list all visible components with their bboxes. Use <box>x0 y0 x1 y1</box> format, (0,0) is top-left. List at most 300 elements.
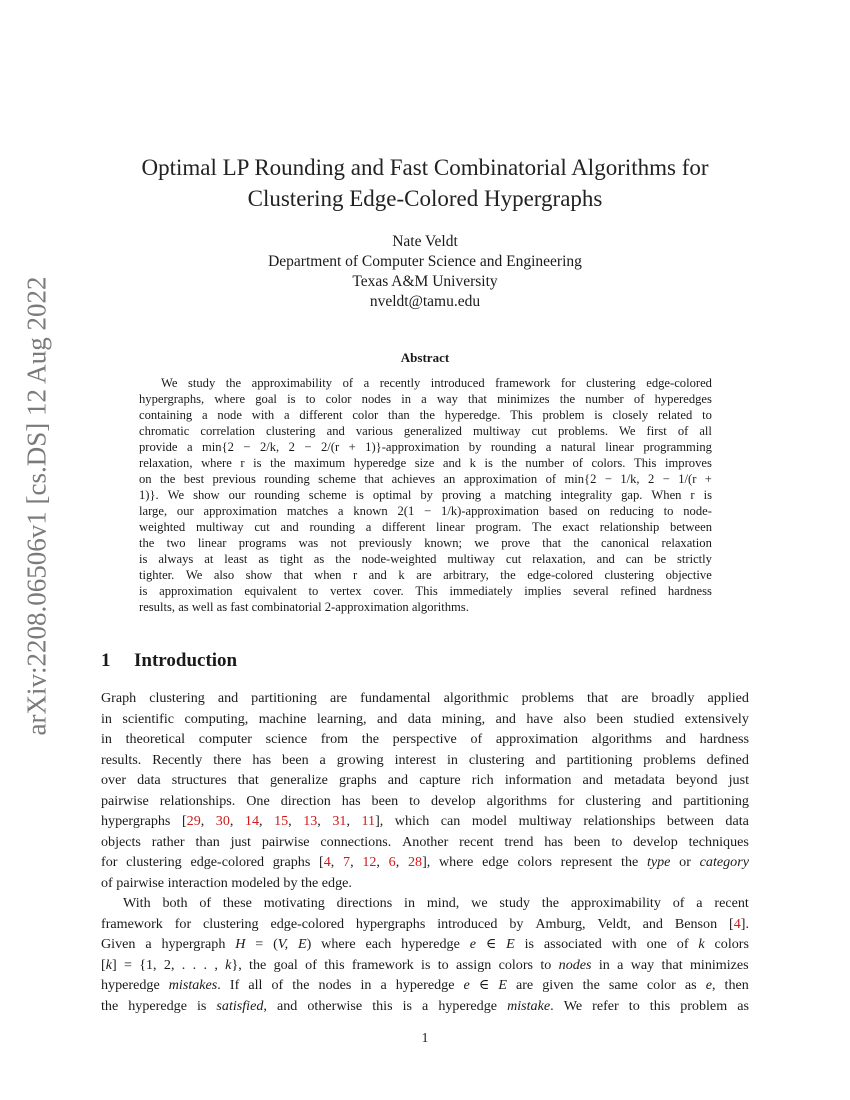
text-run: Another <box>402 833 449 850</box>
text-run: Amburg, <box>535 915 586 932</box>
text-run: , <box>200 813 205 829</box>
text-run: pairwise <box>261 833 310 850</box>
text-run: that <box>587 690 609 706</box>
text-run: of <box>470 731 483 747</box>
text-run: information <box>504 772 572 788</box>
text-run: where <box>439 854 474 870</box>
text-run: Veldt, <box>597 915 631 932</box>
intro-line <box>101 914 749 935</box>
author-university: Texas A&M University <box>352 273 498 290</box>
text-run: interaction <box>167 874 228 891</box>
text-run: colors <box>714 936 749 952</box>
text-run: [ <box>729 915 734 932</box>
text-run: for <box>557 792 575 809</box>
text-run: clustering <box>468 751 525 768</box>
text-run: hardness <box>699 731 749 747</box>
title-line: Optimal LP Rounding and Fast Combinatorial Algorithms for <box>141 155 709 180</box>
text-run: this <box>372 997 393 1014</box>
text-run: to <box>437 956 449 973</box>
citation-link[interactable]: 4 <box>323 854 331 870</box>
text-run: . <box>181 956 186 973</box>
intro-line <box>101 750 749 771</box>
abstract-line: provide a min{2 − 2/k, 2 − 2/(r + 1)}-approximation by rounding a natural linear programming <box>139 440 712 454</box>
text-run: rich <box>471 772 494 788</box>
text-run: these <box>222 895 252 911</box>
abstract-line: is always at least as tight as the node-weighted multiway cut relaxation, and can be strictly <box>139 552 712 566</box>
abstract-line: We study the approximability of a recently introduced framework for clustering edge-colored <box>161 376 712 390</box>
text-run: of <box>676 936 689 952</box>
text-run: , <box>395 854 400 870</box>
text-run: algorithms <box>591 731 652 747</box>
text-run: been <box>596 710 624 727</box>
citation-link[interactable]: 11 <box>361 813 376 829</box>
text-run: we <box>471 895 488 911</box>
intro-line <box>101 852 749 873</box>
arxiv-identifier-stamp: arXiv:2208.06506v1 [cs.DS] 12 Aug 2022 <box>21 276 52 736</box>
text-run: studied <box>633 710 675 727</box>
text-run: problem <box>680 997 728 1014</box>
text-run: as <box>737 997 749 1014</box>
abstract-line: is approximation equivalent to vertex cover. This immediately implies several refined hardness <box>139 584 712 598</box>
text-run: With <box>123 895 151 911</box>
text-run: . <box>203 956 208 973</box>
text-run: recent <box>714 895 749 911</box>
text-run: interest <box>394 751 437 768</box>
text-run: minimizes <box>689 956 749 973</box>
text-run: and <box>651 792 673 809</box>
abstract-heading: Abstract <box>400 350 450 365</box>
text-run: then <box>724 977 749 993</box>
text-run: directions <box>336 895 393 911</box>
text-run: framework <box>101 915 163 932</box>
text-run: same <box>608 977 638 993</box>
paper-title <box>100 152 750 214</box>
text-run: ]. <box>740 915 749 932</box>
italic-term: type <box>646 854 671 870</box>
text-run: hyperedge <box>101 977 160 993</box>
intro-line <box>101 688 749 709</box>
text-run: have <box>526 710 553 727</box>
text-run: applied <box>707 690 749 706</box>
text-run: Benson <box>674 915 718 932</box>
text-run: mining, <box>441 710 486 727</box>
italic-term: nodes <box>558 956 592 973</box>
text-run: hypergraphs <box>355 915 426 932</box>
text-run: that <box>237 772 259 788</box>
intro-line <box>101 709 749 730</box>
author-department: Department of Computer Science and Engineering <box>268 253 582 270</box>
text-run: than <box>195 833 220 850</box>
page-number: 1 <box>421 1030 429 1045</box>
text-run: relationships <box>583 813 656 829</box>
text-run: graphs <box>272 854 311 870</box>
italic-term: e <box>463 977 470 993</box>
text-run: in <box>404 895 415 911</box>
text-run: problems <box>521 690 575 706</box>
intro-line <box>101 934 749 955</box>
text-run: and <box>642 915 663 932</box>
italic-term: E <box>506 936 515 952</box>
text-run: given <box>542 977 574 993</box>
intro-line <box>101 770 749 791</box>
abstract-body <box>139 375 712 615</box>
text-run: refer <box>592 997 619 1014</box>
text-run: all <box>248 977 263 993</box>
text-run: in <box>101 710 112 727</box>
text-run: the <box>541 895 560 911</box>
text-run: metadata <box>614 772 665 788</box>
text-run: capture <box>419 772 461 788</box>
citation-link[interactable]: 4 <box>733 915 741 932</box>
text-run: hypergraphs <box>101 813 171 829</box>
text-run: algorithms <box>486 792 547 809</box>
text-run: there <box>213 751 242 768</box>
text-run: is <box>402 997 412 1014</box>
title-line: Clustering Edge-Colored Hypergraphs <box>247 186 603 211</box>
text-run: defined <box>706 751 749 768</box>
text-run: , <box>229 813 234 829</box>
intro-line <box>101 996 749 1017</box>
italic-term: mistakes <box>168 977 218 993</box>
text-run: is <box>421 956 431 973</box>
abstract-line: results, as well as fast combinatorial 2-approximation algorithms. <box>139 600 469 614</box>
text-run: in <box>101 731 112 747</box>
text-run: machine <box>258 710 307 727</box>
text-run: goal <box>273 956 298 973</box>
text-run: one <box>646 936 667 952</box>
citation-link[interactable]: 6 <box>388 854 396 870</box>
text-run: , <box>263 997 267 1014</box>
abstract-line: relaxation, where r is the maximum hyperedge size and k is the number of colors. This improves <box>139 456 712 470</box>
text-run: edge <box>482 854 509 870</box>
text-run: has <box>341 792 361 809</box>
text-run: way <box>630 956 655 973</box>
citation-link[interactable]: 29 <box>186 813 201 829</box>
text-run: Given <box>101 936 136 952</box>
citation-link[interactable]: 30 <box>215 813 230 829</box>
citation-link[interactable]: 15 <box>274 813 289 829</box>
text-run: pairwise <box>101 792 149 809</box>
text-run: mind, <box>426 895 460 911</box>
text-run: scientific <box>122 710 175 727</box>
text-run: problems <box>643 751 696 768</box>
text-run: perspective <box>392 731 457 747</box>
text-run: . <box>550 997 554 1014</box>
abstract-line: weighted multiway cut and rounding a different linear program. The exact relationship between <box>139 520 712 534</box>
italic-term: mistake <box>507 997 551 1014</box>
text-run: a <box>145 936 152 952</box>
text-run: a <box>422 997 429 1014</box>
text-run: connections. <box>320 833 392 850</box>
text-run: this <box>324 956 345 973</box>
italic-term: k <box>105 956 112 973</box>
text-run: assign <box>456 956 492 973</box>
text-run: by <box>509 915 524 932</box>
text-run: direction <box>280 792 331 809</box>
intro-line <box>101 955 749 976</box>
text-run: }, <box>231 956 242 973</box>
text-run: partitioning <box>683 792 749 809</box>
text-run: hyperedge <box>395 977 455 993</box>
text-run: been <box>371 792 399 809</box>
citation-link[interactable]: 13 <box>303 813 318 829</box>
italic-term: V, <box>277 936 289 952</box>
text-run: ], <box>422 854 431 870</box>
text-run: , <box>350 854 354 870</box>
abstract-line: containing a node with a different color than the hyperedge. This problem is closely related to <box>139 408 712 422</box>
text-run: , <box>214 956 218 973</box>
text-run: to <box>611 833 623 850</box>
text-run: each <box>365 936 392 952</box>
text-run: , <box>317 813 321 829</box>
text-run: trend <box>504 833 534 850</box>
text-run: in <box>446 751 458 768</box>
text-run: study <box>499 895 530 911</box>
text-run: ∈ <box>485 936 497 952</box>
text-run: introduced <box>437 915 498 932</box>
text-run: Recently <box>152 751 203 768</box>
text-run: computing, <box>184 710 249 727</box>
abstract-line: hypergraphs, where goal is to color nodes in a way that minimizes the number of hyperedges <box>139 392 712 406</box>
intro-line <box>101 729 749 750</box>
text-run: are <box>621 690 639 706</box>
text-run: approximation <box>495 731 579 747</box>
text-run: ] <box>111 956 117 973</box>
text-run: clustering <box>149 690 205 706</box>
text-run: of <box>199 895 212 911</box>
text-run: learning, <box>316 710 367 727</box>
text-run: been <box>282 751 309 768</box>
text-run: partitioning <box>566 751 633 768</box>
text-run: science <box>265 731 308 747</box>
text-run: this <box>649 997 671 1014</box>
italic-term: satisfied <box>216 997 264 1014</box>
text-run: edge-colored <box>190 854 265 870</box>
text-run: been <box>573 833 601 850</box>
text-run: model <box>471 813 508 829</box>
text-run: both <box>162 895 188 911</box>
citation-link[interactable]: 12 <box>362 854 377 870</box>
text-run: is <box>196 997 207 1014</box>
text-run: and <box>217 690 239 706</box>
intro-line <box>101 975 749 996</box>
text-run: We <box>563 997 583 1014</box>
italic-term: k <box>225 956 232 973</box>
text-run: structures <box>171 772 227 788</box>
text-run: are <box>329 690 348 706</box>
intro-line <box>101 811 749 832</box>
text-run: associated <box>543 936 602 952</box>
text-run: algorithmic <box>443 690 509 706</box>
text-run: is <box>524 936 534 952</box>
text-run: otherwise <box>307 997 363 1014</box>
text-run: a <box>617 956 624 973</box>
abstract-line: tighter. We also show that when r and k are arbitrary, the edge-colored clustering objective <box>139 568 712 582</box>
text-run: results. <box>101 751 142 768</box>
text-run: data <box>725 813 749 829</box>
intro-line <box>101 873 749 894</box>
text-run: the <box>292 977 310 993</box>
italic-term: category <box>699 854 749 870</box>
text-run: colors <box>498 956 534 973</box>
text-run: , <box>376 854 380 870</box>
text-run: and <box>276 997 298 1014</box>
text-run: the <box>621 854 639 870</box>
text-run: that <box>661 956 683 973</box>
text-run: ∈ <box>478 977 490 993</box>
text-run: a <box>380 977 387 993</box>
text-run: of <box>305 956 317 973</box>
text-run: graphs <box>339 772 377 788</box>
text-run: just <box>728 772 749 788</box>
intro-line <box>101 893 749 914</box>
text-run: fundamental <box>360 690 431 706</box>
italic-term: H <box>235 936 246 952</box>
text-run: develop <box>633 833 678 850</box>
text-run: for <box>101 854 118 870</box>
citation-link[interactable]: 14 <box>244 813 260 829</box>
text-run: in <box>598 956 610 973</box>
text-run: modeled <box>231 874 280 891</box>
text-run: beyond <box>676 772 718 788</box>
text-run: colors <box>517 854 552 870</box>
italic-term: E <box>297 936 307 952</box>
abstract-line: 1)}. We show our rounding scheme is optimal by proving a matching integrality gap. When r is <box>139 488 712 502</box>
text-run: hyperedge <box>128 997 187 1014</box>
author-name: Nate Veldt <box>392 233 458 250</box>
section-number: 1 <box>101 650 111 671</box>
italic-term: e <box>469 936 476 952</box>
intro-line <box>101 791 749 812</box>
text-run: and <box>665 731 686 747</box>
text-run: and <box>387 772 409 788</box>
text-run: and <box>535 751 556 768</box>
intro-line <box>101 832 749 853</box>
text-run: growing <box>336 751 384 768</box>
text-run: from <box>320 731 349 747</box>
text-run: ) <box>306 936 312 952</box>
text-run: techniques <box>688 833 749 850</box>
text-run: for <box>174 915 192 932</box>
text-run: clustering <box>585 792 641 809</box>
text-run: Graph <box>101 690 137 706</box>
text-run: has <box>544 833 564 850</box>
text-run: extensively <box>684 710 749 727</box>
text-run: , <box>288 813 292 829</box>
text-run: to <box>628 997 640 1014</box>
text-run: framework <box>351 956 414 973</box>
text-run: can <box>440 813 461 829</box>
text-run: and <box>377 710 398 727</box>
text-run: with <box>611 936 637 952</box>
abstract-line: on the best previous rounding scheme that achieves an approximation of min{2 − 1/k, 2 − 1/(r + <box>139 472 712 486</box>
text-run: the <box>361 731 379 747</box>
text-run: {1, <box>139 956 157 973</box>
text-run: hyperedge <box>438 997 498 1014</box>
text-run: clustering <box>203 915 259 932</box>
text-run: by <box>283 874 298 891</box>
author-block <box>150 232 700 312</box>
abstract-line: large, our approximation matches a known 2(1 − 1/k)-approximation based on reducing to node- <box>139 504 712 518</box>
text-run: If <box>229 977 240 993</box>
text-run: hypergraph <box>161 936 226 952</box>
text-run: = <box>255 936 264 952</box>
italic-term: e <box>705 977 712 993</box>
text-run: a <box>696 895 703 911</box>
text-run: , <box>330 854 335 870</box>
text-run: where <box>321 936 356 952</box>
text-run: = <box>123 956 132 973</box>
text-run: relationships. <box>159 792 236 809</box>
text-run: nodes <box>318 977 352 993</box>
text-run: of <box>271 977 284 993</box>
section-heading <box>101 650 237 672</box>
text-run: broadly <box>651 690 695 706</box>
text-run: recent <box>459 833 494 850</box>
text-run: which <box>394 813 430 829</box>
text-run: and <box>582 772 603 788</box>
section-title: Introduction <box>134 650 238 671</box>
text-run: has <box>252 751 272 768</box>
text-run: partitioning <box>251 690 317 706</box>
text-run: to <box>540 956 552 973</box>
text-run: [ <box>101 956 106 973</box>
text-run: generalize <box>269 772 328 788</box>
text-run: develop <box>431 792 476 809</box>
text-run: approximability <box>570 895 661 911</box>
text-run: multiway <box>518 813 572 829</box>
author-email: nveldt@tamu.edu <box>369 293 481 310</box>
text-run: pairwise <box>116 874 165 891</box>
text-run: data <box>137 772 161 788</box>
italic-term: E <box>498 977 507 993</box>
text-run: the <box>301 874 319 891</box>
text-run: data <box>407 710 432 727</box>
text-run: computer <box>198 731 252 747</box>
citation-link[interactable]: 7 <box>343 854 351 870</box>
text-run: [ <box>181 813 187 829</box>
text-run: the <box>101 997 119 1014</box>
text-run: of <box>101 874 113 891</box>
text-run: . <box>192 956 197 973</box>
text-run: just <box>230 833 251 850</box>
text-run: edge. <box>321 874 352 891</box>
text-run: are <box>515 977 534 993</box>
text-run: hyperedge <box>401 936 460 952</box>
text-run: objects <box>101 833 141 850</box>
italic-term: k <box>698 936 705 952</box>
text-run: motivating <box>263 895 325 911</box>
text-run: between <box>666 813 714 829</box>
text-run: or <box>679 854 691 870</box>
citation-link[interactable]: 31 <box>332 813 347 829</box>
text-run: , <box>711 977 716 993</box>
text-run: of <box>672 895 685 911</box>
text-run: in <box>360 977 372 993</box>
abstract-line: the two linear programs was not previously known; we prove that the canonical relaxation <box>139 536 712 550</box>
text-run: One <box>246 792 270 809</box>
text-run: clustering <box>126 854 182 870</box>
text-run: a <box>319 751 326 768</box>
text-run: as <box>684 977 697 993</box>
text-run: color <box>646 977 676 993</box>
abstract-line: chromatic correlation clustering and various generalized multiway cut problems. We first of all <box>139 424 712 438</box>
introduction-body <box>101 688 749 1016</box>
citation-link[interactable]: 28 <box>407 854 423 870</box>
text-run: 2, <box>163 956 175 973</box>
text-run: , <box>346 813 350 829</box>
text-run: over <box>101 772 127 788</box>
